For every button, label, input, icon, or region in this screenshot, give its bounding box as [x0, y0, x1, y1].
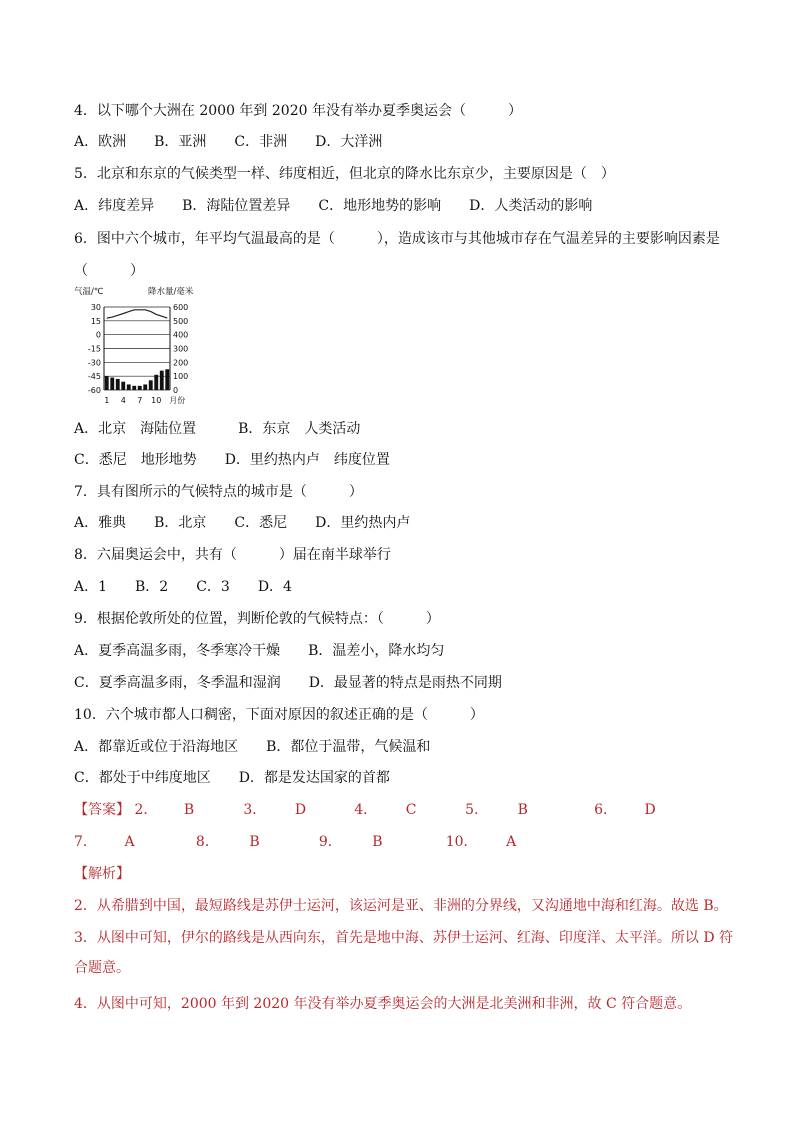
- question-6-options-row2: C．悉尼 地形地势 D．里约热内卢 纬度位置: [74, 452, 390, 468]
- answer-num: 5．: [465, 802, 489, 818]
- question-7-options: A．雅典 B．北京 C．悉尼 D．里约热内卢: [74, 515, 411, 531]
- answer-choice: A: [506, 834, 517, 850]
- precip-bar: [105, 376, 109, 390]
- temperature-line: [107, 310, 168, 318]
- climate-chart: [74, 285, 206, 410]
- precip-tick-label: 600: [173, 303, 189, 312]
- temp-tick-label: 30: [90, 303, 101, 312]
- answer-choice: A: [124, 834, 135, 850]
- question-6-options-row1: A．北京 海陆位置 B．东京 人类活动: [74, 421, 361, 437]
- question-4-options: A．欧洲 B．亚洲 C．非洲 D．大洋洲: [74, 134, 383, 150]
- temp-tick-label: 15: [90, 316, 101, 326]
- answer-choice: D: [644, 802, 656, 818]
- question-9: 9．根据伦敦所处的位置，判断伦敦的气候特点：（ ）: [74, 611, 440, 627]
- precip-tick-label: 200: [173, 358, 189, 368]
- question-9-options-row2: C．夏季高温多雨，冬季温和湿润 D．最显著的特点是雨热不同期: [74, 675, 502, 691]
- month-tick-label: 10: [151, 396, 162, 405]
- answer-choice: C: [405, 802, 417, 818]
- right-axis-title: 降水量/毫米: [148, 287, 194, 297]
- answer-label: 【答案】: [74, 802, 130, 818]
- precip-bar: [132, 386, 136, 390]
- precip-tick-label: 400: [173, 330, 189, 340]
- answer-num: 8．: [195, 834, 219, 850]
- left-axis-title: 气温/℃: [74, 287, 104, 297]
- precip-bar: [154, 375, 158, 390]
- question-5-options: A．纬度差异 B．海陆位置差异 C．地形地势的影响 D．人类活动的影响: [74, 198, 593, 214]
- answer-choice: B: [372, 834, 383, 850]
- precip-bar: [143, 384, 147, 390]
- precip-bar: [127, 384, 131, 390]
- question-9-options-row1: A．夏季高温多雨，冬季寒冷干燥 B．温差小，降水均匀: [74, 643, 445, 659]
- question-10-options-row2: C．都处于中纬度地区 D．都是发达国家的首都: [74, 770, 390, 786]
- question-8-options: A．1 B．2 C．3 D．4: [74, 579, 292, 595]
- answer-num: 3．: [243, 802, 267, 818]
- precip-bar: [165, 369, 169, 390]
- answer-num: 9．: [318, 834, 342, 850]
- month-tick-label: 1: [104, 396, 110, 405]
- answer-choice: B: [183, 802, 195, 818]
- precip-bar: [110, 378, 114, 390]
- answer-num: 7．: [74, 834, 97, 850]
- question-10-options-row1: A．都靠近或位于沿海地区 B．都位于温带，气候温和: [74, 739, 431, 755]
- question-4: 4．以下哪个大洲在 2000 年到 2020 年没有举办夏季奥运会（ ）: [74, 103, 522, 119]
- analysis-2: 2．从希腊到中国，最短路线是苏伊士运河，该运河是亚、非洲的分界线，又沟通地中海和红海。故选 B。: [74, 898, 728, 914]
- question-10: 10．六个城市都人口稠密，下面对原因的叙述正确的是（ ）: [74, 707, 484, 723]
- answer-num: 4．: [354, 802, 378, 818]
- precip-bar: [149, 380, 153, 390]
- precip-tick-label: 0: [173, 386, 179, 395]
- temp-tick-label: -30: [87, 358, 101, 368]
- precip-bar: [116, 379, 120, 390]
- analysis-3-line1: 3．从图中可知，伊尔的路线是从西向东，首先是地中海、苏伊士运河、红海、印度洋、太平洋。所以 D 符: [74, 930, 734, 946]
- precip-tick-label: 300: [173, 344, 189, 354]
- temp-tick-label: -15: [87, 344, 101, 354]
- precip-tick-label: 100: [173, 372, 189, 382]
- answer-choice: B: [517, 802, 528, 818]
- answer-num: 10．: [445, 834, 478, 850]
- temp-tick-label: 0: [95, 330, 101, 340]
- question-6-continued: （ ）: [74, 263, 144, 279]
- question-5: 5．北京和东京的气候类型一样、纬度相近，但北京的降水比东京少，主要原因是（ ）: [74, 166, 615, 182]
- temp-tick-label: -45: [87, 372, 101, 382]
- temp-tick-label: -60: [87, 386, 101, 395]
- month-tick-label: 4: [120, 396, 126, 405]
- question-8: 8．六届奥运会中，共有（ ）届在南半球举行: [74, 547, 391, 563]
- climate-chart-svg: [74, 285, 206, 410]
- x-axis-label: 月份: [169, 396, 186, 405]
- precip-bar: [121, 382, 125, 390]
- precip-tick-label: 500: [173, 316, 189, 326]
- answer-row-2: [74, 832, 734, 852]
- precip-bar: [138, 386, 142, 390]
- precip-bar: [160, 371, 164, 390]
- answer-num: 6．: [594, 802, 617, 818]
- analysis-label: 【解析】: [74, 866, 130, 882]
- analysis-4: 4．从图中可知，2000 年到 2020 年没有举办夏季奥运会的大洲是北美洲和非洲，故 C 符合题意。: [74, 996, 692, 1012]
- answer-choice: D: [294, 802, 307, 818]
- question-7: 7．具有图所示的气候特点的城市是（ ）: [74, 484, 363, 500]
- question-6: 6．图中六个城市，年平均气温最高的是（ ），造成该市与其他城市存在气温差异的主要影响因素是: [74, 231, 720, 247]
- analysis-3-line2: 合题意。: [74, 960, 130, 976]
- answer-choice: B: [249, 834, 260, 850]
- answer-num: 2．: [134, 802, 158, 818]
- month-tick-label: 7: [137, 396, 143, 405]
- answer-row-1: [74, 800, 734, 820]
